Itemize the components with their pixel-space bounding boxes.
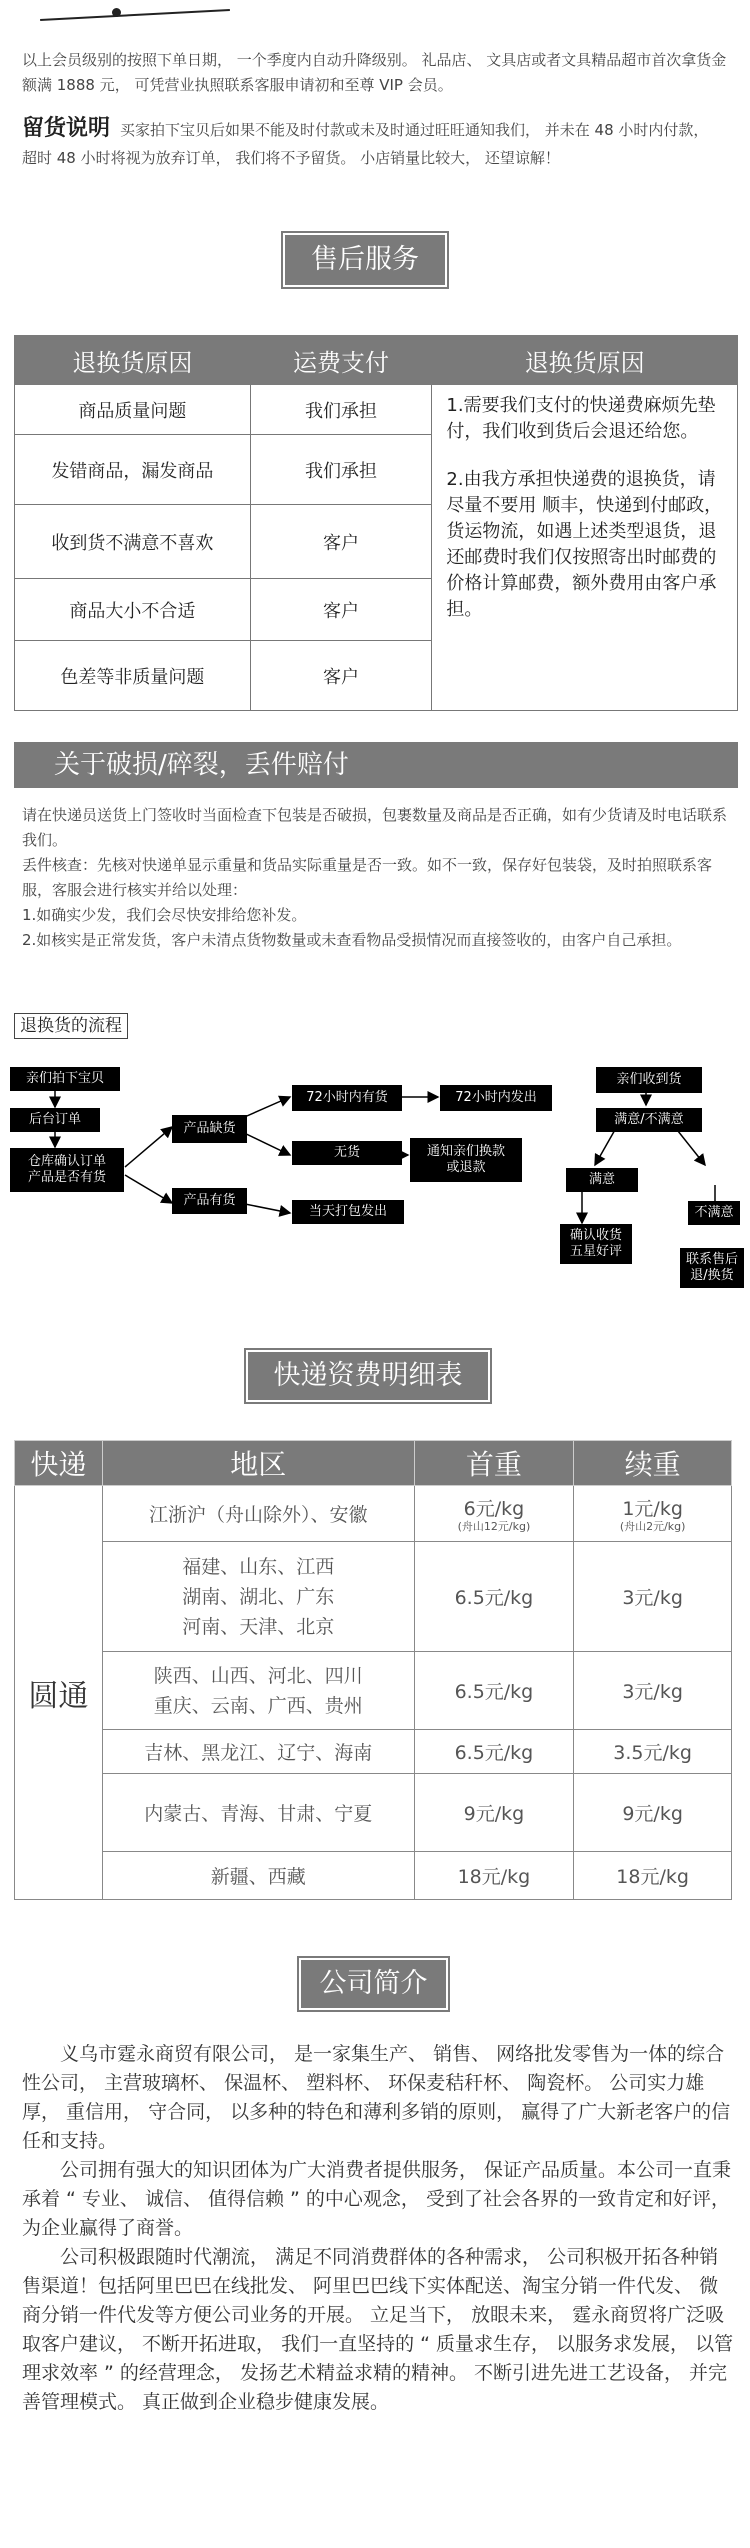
extra-weight-cell: 3.5元/kg [574,1730,732,1774]
flow-step-satisfaction: 满意/不满意 [596,1108,702,1132]
flow-step-unsatisfied: 不满意 [688,1201,740,1225]
damage-line: 2.如核实是正常发货，客户未清点货物数量或未查看物品受损情况而直接签收的，由客户自己承担。 [22,931,682,949]
reason-cell: 发错商品，漏发商品 [15,435,251,505]
decorative-line [40,9,230,21]
first-weight-cell [414,1486,574,1542]
payer-cell: 客户 [250,579,432,641]
extra-weight-price: 1元/kg [622,1498,683,1520]
first-weight-price: 6元/kg [463,1498,525,1520]
flow-step-notify-refund: 通知亲们换款 或退款 [410,1138,522,1182]
extra-weight-note: (舟山2元/kg) [619,1520,686,1533]
company-paragraph: 义乌市霆永商贸有限公司， 是一家集生产、 销售、 网络批发零售为一体的综合性公司， 主营玻璃杯、 保温杯、 塑料杯、 环保麦秸秆杯、 陶瓷杯。 公司实力雄厚， 重信用， 守合同， 以多种的特色和薄利多销的原则， 赢得了广大新老客户的信任和支持。 [22,2043,731,2152]
header-region: 地区 [102,1441,414,1486]
first-weight-cell: 6.5元/kg [414,1652,574,1730]
flow-title: 退换货的流程 [14,1013,128,1039]
carrier-cell: 圆通 [15,1486,103,1900]
header-shipping-payer: 运费支付 [250,336,432,385]
region-cell: 陕西、山西、河北、四川 重庆、云南、广西、贵州 [102,1652,414,1730]
damage-section-title: 关于破损/碎裂，丢件赔付 [14,742,738,788]
header-reason: 退换货原因 [15,336,251,385]
header-first-weight: 首重 [414,1441,574,1486]
payer-cell: 客户 [250,641,432,711]
company-intro-text [22,2040,736,2417]
first-weight-cell: 18元/kg [414,1852,574,1900]
region-cell: 福建、山东、江西 湖南、湖北、广东 河南、天津、北京 [102,1542,414,1652]
keep-goods-text: 买家拍下宝贝后如果不能及时付款或未及时通过旺旺通知我们， 并未在 48 小时内付款， 超时 48 小时将视为放弃订单， 我们将不予留货。 小店销量比较大， 还望谅解！ [22,121,709,167]
extra-weight-cell: 18元/kg [574,1852,732,1900]
extra-weight-cell: 9元/kg [574,1774,732,1852]
damage-text [22,803,736,953]
extra-weight-cell: 3元/kg [574,1652,732,1730]
damage-line: 1.如确实少发，我们会尽快安排给您补发。 [22,906,307,924]
description-1: 1.需要我们支付的快递费麻烦先垫付，我们收到货后会退还给您。 [446,395,716,442]
reason-cell: 商品大小不合适 [15,579,251,641]
flow-step-satisfied: 满意 [566,1168,638,1192]
keep-goods-title: 留货说明 [22,115,111,141]
region-cell: 内蒙古、青海、甘肃、宁夏 [102,1774,414,1852]
damage-line: 请在快递员送货上门签收时当面检查下包装是否破损，包裹数量及商品是否正确，如有少货请及时电话联系我们。 [22,806,728,849]
flow-step-in-stock: 产品有货 [172,1188,247,1214]
region-cell: 江浙沪（舟山除外）、安徽 [102,1486,414,1542]
flow-step-no-stock: 无货 [292,1141,402,1165]
company-intro-title: 公司简介 [299,1958,448,2010]
region-cell: 新疆、西藏 [102,1852,414,1900]
after-sales-table [14,335,738,711]
flow-step-restock-72h: 72小时内有货 [292,1085,402,1111]
shipping-fee-title: 快递资费明细表 [246,1350,490,1402]
flow-step-confirm-receipt: 确认收货 五星好评 [560,1224,632,1264]
first-weight-cell: 6.5元/kg [414,1542,574,1652]
shipping-fee-table [14,1440,732,1900]
flow-step-warehouse-check: 仓库确认订单 产品是否有货 [10,1148,124,1192]
keep-goods-section [22,114,728,172]
reason-cell: 收到货不满意不喜欢 [15,505,251,579]
header-carrier: 快递 [15,1441,103,1486]
flow-step-backend-order: 后台订单 [10,1108,100,1132]
flow-step-received: 亲们收到货 [596,1067,702,1093]
description-2: 2.由我方承担快递费的退换货，请尽量不要用 顺丰，快递到付邮政，货运物流，如遇上述类型退货，退还邮费时我们仅按照寄出时邮费的价格计算邮费，额外费用由客户承担。 [446,469,723,620]
flow-step-out-of-stock: 产品缺货 [172,1115,247,1143]
member-level-note: 以上会员级别的按照下单日期， 一个季度内自动升降级别。 礼品店、 文具店或者文具精品超市首次拿货金额满 1888 元， 可凭营业执照联系客服申请初和至尊 VIP 会员。 [22,51,727,94]
reason-cell: 商品质量问题 [15,385,251,435]
after-sales-title: 售后服务 [283,233,447,287]
reason-cell: 色差等非质量问题 [15,641,251,711]
region-cell: 吉林、黑龙江、辽宁、海南 [102,1730,414,1774]
decorative-dot [112,8,121,17]
first-weight-cell: 9元/kg [414,1774,574,1852]
payer-cell: 我们承担 [250,385,432,435]
first-weight-note: (舟山12元/kg) [457,1520,531,1533]
damage-line: 丢件核查：先核对快递单显示重量和货品实际重量是否一致。如不一致，保存好包装袋，及时拍照联系客服，客服会进行核实并给以处理： [22,856,713,899]
payer-cell: 客户 [250,505,432,579]
payer-cell: 我们承担 [250,435,432,505]
flow-step-buyer-order: 亲们拍下宝贝 [10,1067,120,1091]
flow-step-ship-72h: 72小时内发出 [440,1085,552,1111]
header-reason-detail: 退换货原因 [432,336,738,385]
company-paragraph: 公司拥有强大的知识团体为广大消费者提供服务， 保证产品质量。本公司一直秉承着 “ 专业、 诚信、 值得信赖 ” 的中心观念， 受到了社会各界的一致肯定和好评， 为企业赢得了商誉。 [22,2159,732,2239]
extra-weight-cell [574,1486,732,1542]
extra-weight-cell: 3元/kg [574,1542,732,1652]
header-extra-weight: 续重 [574,1441,732,1486]
flow-step-contact-service: 联系售后 退/换货 [680,1248,744,1288]
first-weight-cell: 6.5元/kg [414,1730,574,1774]
after-sales-description [432,385,738,711]
company-paragraph: 公司积极跟随时代潮流， 满足不同消费群体的各种需求， 公司积极开拓各种销售渠道！包括阿里巴巴在线批发、 阿里巴巴线下实体配送、淘宝分销一件代发、 微商分销一件代发等方便公司业务的开展。 立足当下， 放眼未来， 霆永商贸将广泛吸取客户建议， 不断开拓进取， 我们一直坚持的 “ 质量求生存， 以服务求发展， 以管理求效率 ” 的经营理念， 发扬艺术精益求精的精神。 不断引进先进工艺设备， 并完善管理模式。 真正做到企业稳步健康发展。 [22,2246,734,2413]
flow-step-ship-today: 当天打包发出 [292,1200,404,1224]
